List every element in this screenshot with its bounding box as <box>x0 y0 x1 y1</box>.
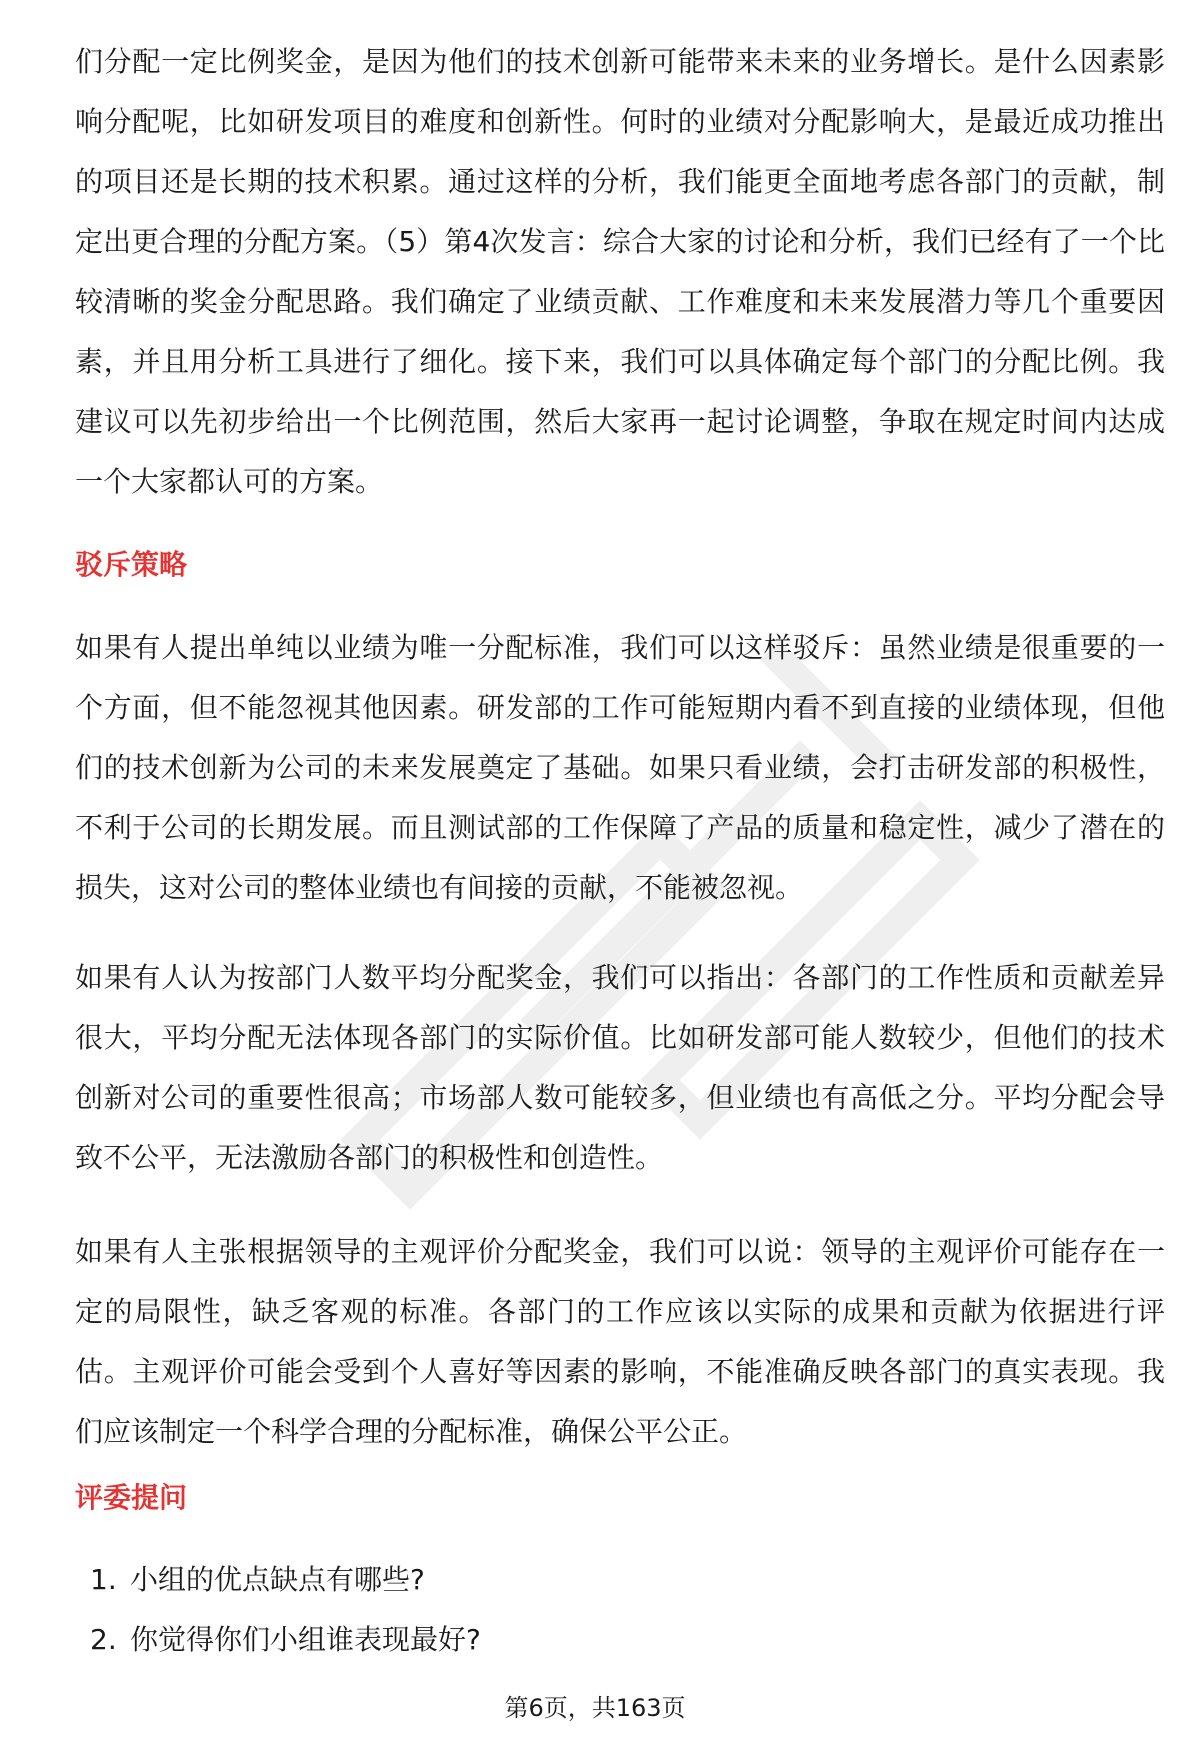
paragraph-rebuttal-performance: 如果有人提出单纯以业绩为唯一分配标准，我们可以这样驳斥：虽然业绩是很重要的一个方面，但不能忽视其他因素。研发部的工作可能短期内看不到直接的业绩体现，但他们的技术创新为公司的未来发展奠定了基础。如果只看业绩，会打击研发部的积极性，不利于公司的长期发展。而且测试部的工作保障了产品的质量和稳定性，减少了潜在的损失，这对公司的整体业绩也有间接的贡献，不能被忽视。 <box>75 631 1165 904</box>
page-number-footer: 第6页，共163页 <box>504 1694 686 1722</box>
list-item-number: 1. <box>90 1563 117 1596</box>
list-item-text: 小组的优点缺点有哪些? <box>130 1563 425 1596</box>
heading-rebuttal-strategy: 驳斥策略 <box>75 548 188 581</box>
paragraph-allocation-discussion: 们分配一定比例奖金，是因为他们的技术创新可能带来未来的业务增长。是什么因素影响分配呢，比如研发项目的难度和创新性。何时的业绩对分配影响大，是最近成功推出的项目还是长期的技术积累。通过这样的分析，我们能更全面地考虑各部门的贡献，制定出更合理的分配方案。（5）第4次发言：综合大家的讨论和分析，我们已经有了一个比较清晰的奖金分配思路。我们确定了业绩贡献、工作难度和未来发展潜力等几个重要因素，并且用分析工具进行了细化。接下来，我们可以具体确定每个部门的分配比例。我建议可以先初步给出一个比例范围，然后大家再一起讨论调整，争取在规定时间内达成一个大家都认可的方案。 <box>75 45 1165 498</box>
list-item <box>90 1610 481 1670</box>
list-item-text: 你觉得你们小组谁表现最好? <box>130 1623 481 1656</box>
paragraph-rebuttal-headcount: 如果有人认为按部门人数平均分配奖金，我们可以指出：各部门的工作性质和贡献差异很大，平均分配无法体现各部门的实际价值。比如研发部可能人数较少，但他们的技术创新对公司的重要性很高；市场部人数可能较多，但业绩也有高低之分。平均分配会导致不公平，无法激励各部门的积极性和创造性。 <box>75 961 1165 1174</box>
heading-judge-questions: 评委提问 <box>75 1481 188 1514</box>
list-item-number: 2. <box>90 1623 117 1656</box>
judge-questions-list <box>90 1550 481 1670</box>
list-item <box>90 1550 481 1610</box>
paragraph-rebuttal-subjective: 如果有人主张根据领导的主观评价分配奖金，我们可以说：领导的主观评价可能存在一定的局限性，缺乏客观的标准。各部门的工作应该以实际的成果和贡献为依据进行评估。主观评价可能会受到个人喜好等因素的影响，不能准确反映各部门的真实表现。我们应该制定一个科学合理的分配标准，确保公平公正。 <box>75 1235 1165 1448</box>
